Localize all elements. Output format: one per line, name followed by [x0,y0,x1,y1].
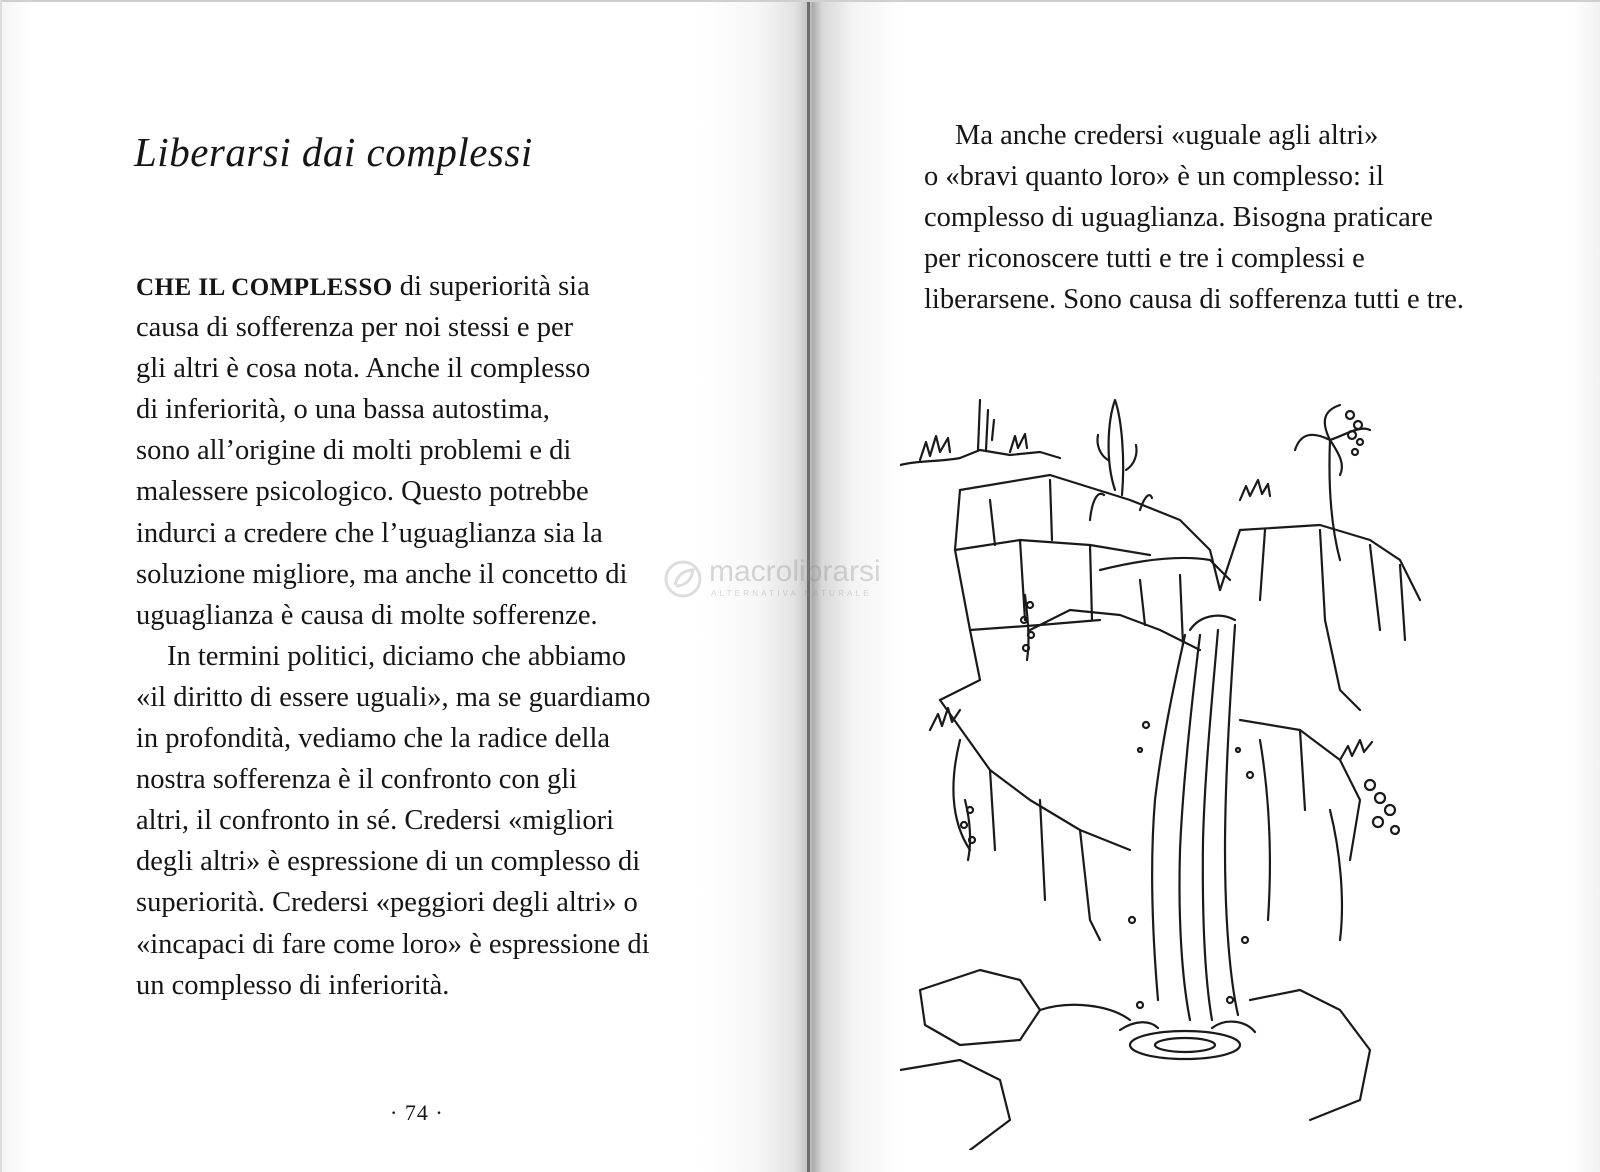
page-number: · 74 · [390,1100,444,1125]
text-line-4: di inferiorità, o una bassa autostima, [136,394,550,426]
right-line-2: o «bravi quanto loro» è un complesso: il [924,161,1384,193]
text-line-5: sono all’origine di molti problemi e di [136,435,572,467]
leaf-logo-icon [663,559,703,599]
watermark-tagline: ALTERNATIVA NATURALE [711,589,872,598]
text-line-8: soluzione migliore, ma anche il concetto di [136,558,628,590]
chapter-title: Liberarsi dai complessi [134,129,533,175]
waterfall-illustration [900,380,1480,1150]
text-line-14: altri, il confronto in sé. Credersi «migliori [136,805,615,837]
right-body-text [924,115,1564,320]
text-line-2: causa di sofferenza per noi stessi e per [136,312,574,344]
text-line-10: In termini politici, diciamo che abbiamo [167,640,627,672]
text-line-3: gli altri è cosa nota. Anche il complesso [136,353,591,385]
text-line-16: superiorità. Credersi «peggiori degli altri» o [136,887,638,919]
text-line-13: nostra sofferenza è il confronto con gli [136,764,578,796]
text-line-7: indurci a credere che l’uguaglianza sia la [136,517,603,549]
watermark-name: macrolibrarsi [709,555,881,588]
text-line-18: un complesso di inferiorità. [136,969,450,1001]
right-line-3: complesso di uguaglianza. Bisogna praticare [924,202,1433,234]
left-body-text [136,266,716,1006]
right-line-4: per riconoscere tutti e tre i complessi e [924,243,1365,275]
text-line-15: degli altri» è espressione di un complesso di [136,846,641,878]
lead-in: CHE IL COMPLESSO [136,274,393,301]
scan-edge-left [0,0,2,1172]
waterfall-drawing [900,380,1480,1150]
right-line-1: Ma anche credersi «uguale agli altri» [955,120,1379,151]
text-line-9: uguaglianza è causa di molte sofferenze. [136,599,598,631]
text-line-6: malessere psicologico. Questo potrebbe [136,476,589,508]
text-line-17: «incapaci di fare come loro» è espressione di [136,928,650,960]
scan-edge-top [0,0,1600,2]
right-line-5: liberarsene. Sono causa di sofferenza tutti e tre. [924,284,1464,316]
macrolibrarsi-watermark [663,555,953,605]
text-line-12: in profondità, vediamo che la radice della [136,723,611,755]
text-line-1 [136,266,716,307]
text-line-11: «il diritto di essere uguali», ma se guardiamo [136,681,651,713]
line-1-rest: di superiorità sia [392,271,590,302]
